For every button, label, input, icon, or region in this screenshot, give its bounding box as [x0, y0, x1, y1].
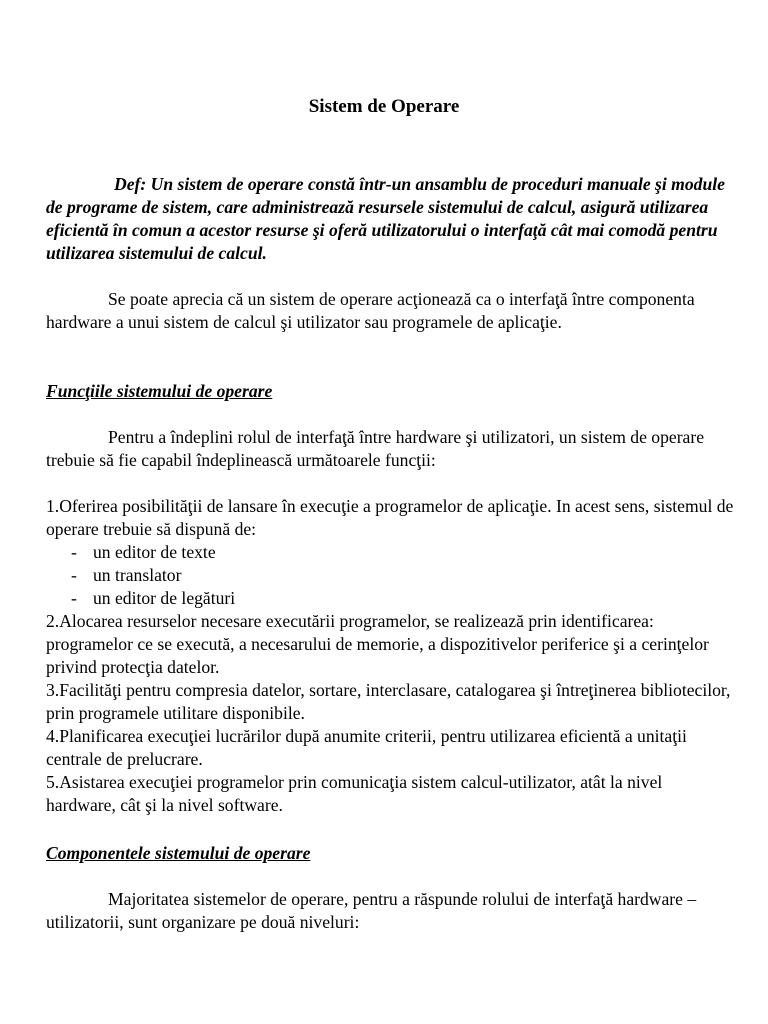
list-item-text: un editor de texte [93, 542, 216, 562]
dash-bullet: - [71, 588, 77, 608]
dash-bullet: - [71, 542, 77, 562]
function-item-5: 5.Asistarea execuţiei programelor prin comunicaţia sistem calcul-utilizator, atât la nivel hardware, cât şi la nivel software. [46, 772, 663, 815]
list-item-text: un translator [93, 565, 182, 585]
page-title: Sistem de Operare [308, 96, 460, 117]
list-item [46, 564, 736, 587]
list-item [46, 587, 736, 610]
function-item-1: 1.Oferirea posibilităţii de lansare în execuţie a programelor de aplicaţie. In acest sens, sistemul de operare trebuie să dispună de: [46, 496, 734, 539]
components-intro-paragraph: Majoritatea sistemelor de operare, pentru a răspunde rolului de interfaţă hardware – utilizatorii, sunt organizare pe două niveluri: [46, 889, 697, 932]
list-item [46, 541, 736, 564]
function-item-4: 4.Planificarea execuţiei lucrărilor după anumite criterii, pentru utilizarea eficientă a unitaţii centrale de prelucrare. [46, 726, 687, 769]
tools-list [46, 541, 736, 610]
intro-paragraph: Se poate aprecia că un sistem de operare acţionează ca o interfaţă între componenta hardware a unui sistem de calcul şi utilizator sau programele de aplicaţie. [46, 289, 695, 332]
function-item-2: 2.Alocarea resurselor necesare executării programelor, se realizează prin identificarea: programelor ce se execută, a necesarului de memorie, a dispozitivelor periferice şi a cerinţelor privind protecţia datelor. [46, 611, 709, 677]
functions-intro-paragraph: Pentru a îndeplini rolul de interfaţă între hardware şi utilizatori, un sistem de operare trebuie să fie capabil îndeplinească următoarele funcţii: [46, 427, 705, 470]
section-heading-components: Componentele sistemului de operare [46, 843, 311, 863]
section-heading-functions: Funcţiile sistemului de operare [46, 381, 273, 401]
list-item-text: un editor de legături [93, 588, 236, 608]
definition-paragraph: Def: Un sistem de operare constă într-un ansamblu de proceduri manuale şi module de programe de sistem, care administrează resursele sistemului de calcul, asigură utilizarea eficientă în comun a acestor resurse şi oferă utilizatorului o interfaţă cât mai comodă pentru utilizarea sistemului de calcul. [46, 174, 725, 263]
function-item-3: 3.Facilităţi pentru compresia datelor, sortare, interclasare, catalogarea şi întreţinerea bibliotecilor, prin programele utilitare disponibile. [46, 680, 731, 723]
dash-bullet: - [71, 565, 77, 585]
